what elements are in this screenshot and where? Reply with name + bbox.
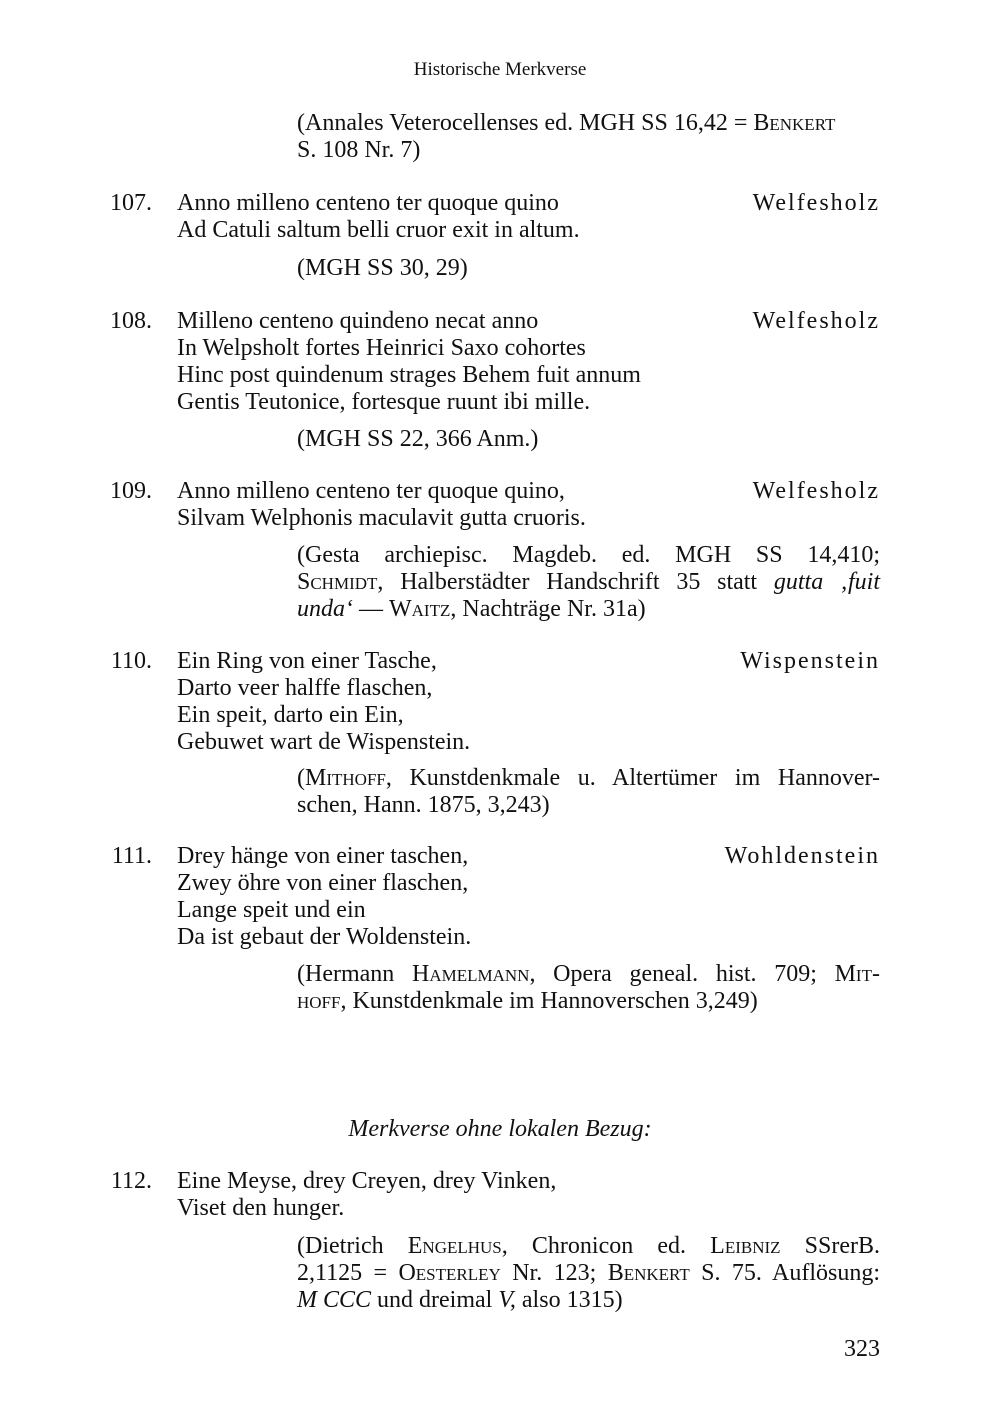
place-name: Wispenstein [740,648,880,674]
running-head: Historische Merkverse [413,59,587,80]
citation-text: , Nachträge Nr. 31a) [450,596,646,622]
citation-text: SSrerB. [780,1233,881,1259]
citation-text: also 1315) [515,1287,623,1313]
verse-line: Da ist gebaut der Woldenstein. [177,924,472,950]
section-title: Merkverse ohne lokalen Bezug: [348,1116,652,1142]
citation-text: , Kunstdenkmale im Hannoverschen 3,249) [340,988,758,1014]
author-name: Mithoff [305,765,386,791]
place-name: Welfesholz [752,478,880,504]
citation-text: (Hermann [297,961,412,987]
dash: — [353,596,389,622]
author-name: Engelhus [407,1233,502,1259]
citation-text: ( [297,765,305,791]
citation-line-1 [297,961,880,988]
citation-text: Nr. 123; [500,1260,608,1286]
verse-line: Hinc post quindenum strages Behem fuit annum [177,362,641,388]
top-citation-line-2: S. 108 Nr. 7) [297,137,421,163]
author-name: Hamelmann [412,961,530,987]
entry-number: 111. [111,843,152,869]
author-name: Oesterley [398,1260,501,1286]
citation-text: , Chronicon ed. [501,1233,711,1259]
author-name: Benkert [753,110,836,136]
citation-line-3 [297,596,646,623]
verse-line: Anno milleno centeno ter quoque quino [177,190,559,216]
place-name: Welfesholz [752,190,880,216]
top-citation-line-1 [297,110,835,137]
page-number: 323 [844,1336,880,1362]
verse-line: Gebuwet wart de Wispenstein. [177,729,471,755]
italic-text: unda‘ [297,596,353,622]
author-name: Waitz [389,596,451,622]
verse-line: Viset den hunger. [177,1195,345,1221]
verse-line: Darto veer halffe flaschen, [177,675,433,701]
citation-line-2 [297,569,880,596]
verse-line: Eine Meyse, drey Creyen, drey Vinken, [177,1168,557,1194]
citation-line-3 [297,1287,623,1314]
entry-number: 110. [110,648,152,674]
entry-number: 107. [110,190,152,216]
italic-text: gutta ‚fuit [773,569,880,595]
citation-line-1 [297,1233,880,1260]
citation: (MGH SS 30, 29) [297,255,468,281]
author-name: hoff [297,988,341,1014]
citation-line-2 [297,988,758,1015]
italic-text: M CCC [297,1287,372,1313]
author-name: Schmidt [297,569,378,595]
citation-line-2: schen, Hann. 1875, 3,243) [297,792,550,818]
citation-text: , Halberstädter Handschrift 35 statt [377,569,774,595]
verse-line: Ein Ring von einer Tasche, [177,648,437,674]
place-name: Wohldenstein [724,843,880,869]
verse-line: Ein speit, darto ein Ein, [177,702,404,728]
citation-text: (Dietrich [297,1233,408,1259]
citation-text: 2,1125 = [297,1260,399,1286]
verse-line: In Welpsholt fortes Heinrici Saxo cohortes [177,335,586,361]
citation-text: , Kunstdenkmale u. Altertümer im Hannover- [385,765,880,791]
author-name: Mit- [834,961,880,987]
citation-text: , Opera geneal. hist. 709; [529,961,835,987]
citation-line-2 [297,1260,880,1287]
citation-text: (Annales Veterocellenses ed. MGH SS 16,42 = [297,110,754,136]
author-name: Benkert [607,1260,690,1286]
verse-line: Anno milleno centeno ter quoque quino, [177,478,565,504]
verse-line: Milleno centeno quindeno necat anno [177,308,539,334]
place-name: Welfesholz [752,308,880,334]
author-name: Leibniz [710,1233,781,1259]
citation-line-1 [297,765,880,792]
verse-line: Ad Catuli saltum belli cruor exit in altum. [177,217,580,243]
citation-line-1: (Gesta archiepisc. Magdeb. ed. MGH SS 14,410; [297,542,880,568]
entry-number: 112. [110,1168,152,1194]
verse-line: Zwey öhre von einer flaschen, [177,870,469,896]
entry-number: 109. [110,478,152,504]
verse-line: Drey hänge von einer taschen, [177,843,469,869]
citation-text: S. 75. Auflösung: [689,1260,880,1286]
verse-line: Silvam Welphonis maculavit gutta cruoris. [177,505,586,531]
verse-line: Gentis Teutonice, fortesque ruunt ibi mille. [177,389,591,415]
citation: (MGH SS 22, 366 Anm.) [297,426,539,452]
verse-line: Lange speit und ein [177,897,366,923]
entry-number: 108. [110,308,152,334]
italic-text: V, [498,1287,516,1313]
citation-text: und dreimal [371,1287,499,1313]
